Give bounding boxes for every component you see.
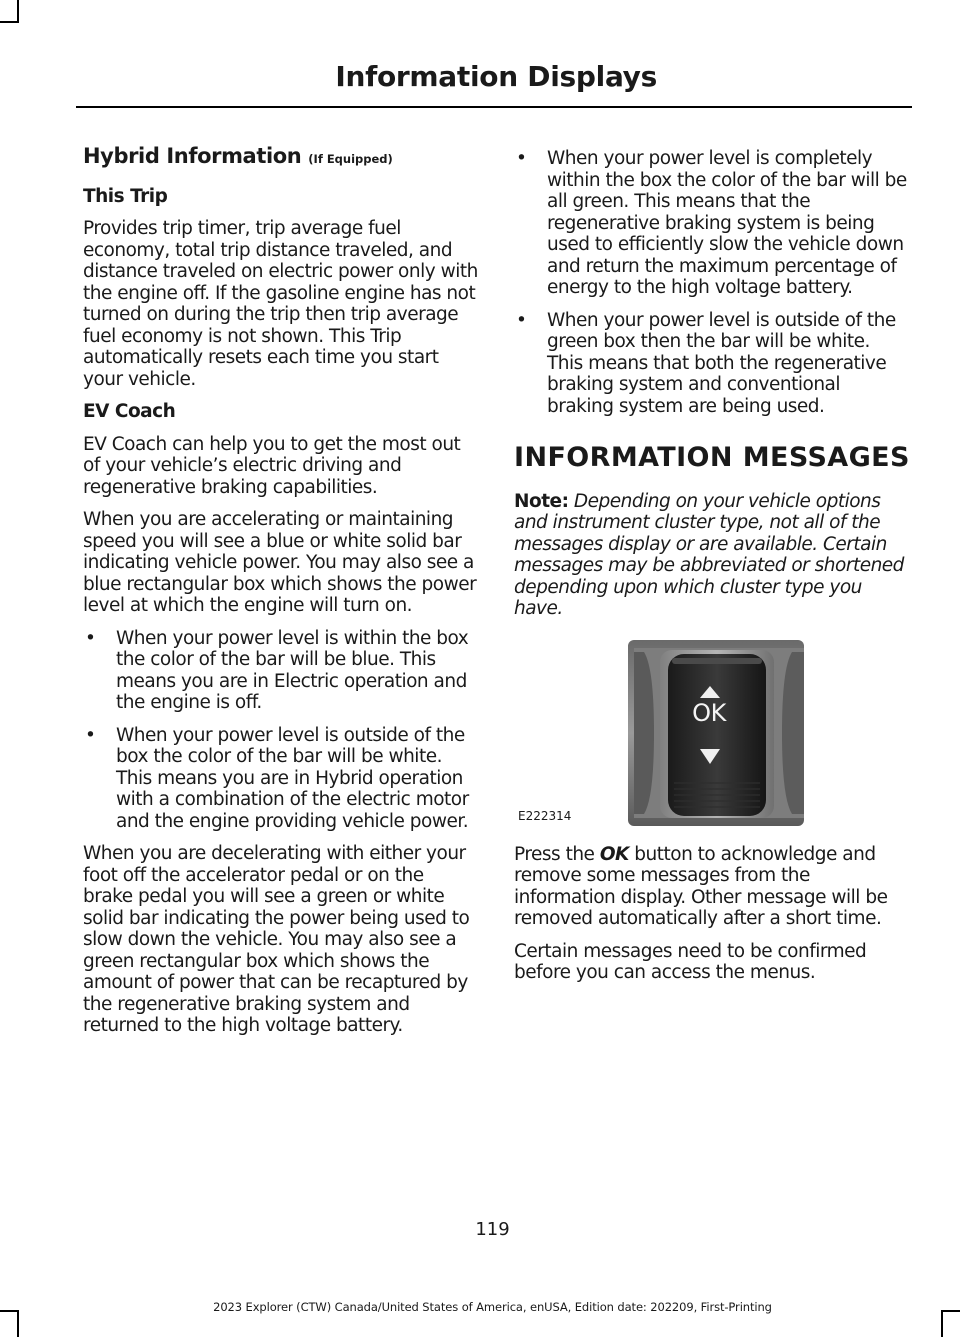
note-text: Depending on your vehicle options and instrument cluster type, not all of the messages display or are available. Certain messages may be abbreviated or shortened depending upon which cluster type you have. [514, 490, 904, 619]
paragraph-accelerating: When you are accelerating or maintaining speed you will see a blue or white solid bar indicating vehicle power. You may also see a blue rectangular box which shows the power level at which the engine will turn on. [83, 509, 477, 616]
bullet-list-decelerating [514, 148, 910, 417]
list-item: • When your power level is outside of the box the color of the bar will be white. This means you are in Hybrid operation with a combination of the electric motor and the engine providing vehicle power. [85, 724, 469, 832]
crop-mark-top-left-h [0, 21, 19, 23]
crop-mark-bottom-left [17, 1310, 19, 1337]
note-label: Note: [514, 490, 569, 512]
page-title: Information Displays [335, 60, 657, 93]
section-heading-information-messages: INFORMATION MESSAGES [514, 442, 910, 473]
paragraph-this-trip: Provides trip timer, trip average fuel economy, total trip distance traveled, and distance traveled on electric power only with the engine off. If the gasoline engine has not turned on during the trip then trip average fuel economy is not shown. This Trip automatically resets each time you start your vehicle. [83, 218, 478, 390]
paragraph-press-ok: Press the OK button to acknowledge and remove some messages from the information display. Other message will be removed automatically after a short time. [514, 843, 888, 929]
steering-wheel-ok-button-illustration [514, 638, 910, 832]
page-number: 119 [475, 1219, 510, 1240]
bullet-list-accelerating [83, 628, 478, 833]
note-paragraph [514, 491, 910, 620]
heading-qualifier: (If Equipped) [308, 152, 393, 166]
crop-mark-top-left [17, 0, 19, 23]
ok-label: OK [692, 698, 726, 727]
ok-button-figure [514, 638, 910, 832]
list-item: • When your power level is within the box the color of the bar will be blue. This means you are in Electric operation and the engine is off. [85, 627, 469, 713]
ok-inline-label: OK [599, 843, 629, 865]
bullet-glyph: • [85, 724, 96, 746]
list-item: • When your power level is completely within the box the color of the bar will be all green. This means that the regenerative braking system is being used to efficiently slow the vehicle down and return the maximum percentage of energy to the high voltage battery. [516, 148, 907, 298]
bullet-glyph: • [516, 309, 527, 331]
subheading-this-trip: This Trip [83, 185, 168, 207]
bullet-glyph: • [516, 148, 527, 169]
list-item: • When your power level is outside of the green box then the bar will be white. This means that both the regenerative braking system and conventional braking system are being used. [516, 309, 896, 417]
figure-code: E222314 [518, 809, 572, 823]
crop-mark-bottom-right [941, 1310, 943, 1337]
footer-edition: 2023 Explorer (CTW) Canada/United States of America, enUSA, Edition date: 202209, First-Printing [213, 1300, 772, 1314]
left-column [83, 140, 478, 1048]
paragraph-ev-coach-intro: EV Coach can help you to get the most out of your vehicle’s electric driving and regenerative braking capabilities. [83, 433, 461, 498]
header-divider [76, 106, 912, 108]
subheading-ev-coach: EV Coach [83, 401, 176, 422]
paragraph-confirm: Certain messages need to be confirmed before you can access the menus. [514, 940, 867, 983]
right-column [514, 140, 910, 995]
bullet-glyph: • [85, 627, 96, 649]
paragraph-decelerating: When you are decelerating with either your foot off the accelerator pedal or on the brake pedal you will see a green or white solid bar indicating the power being used to slow down the vehicle. You may also see a green rectangular box which shows the amount of power that can be recaptured by the regenerative braking system and returned to the high voltage battery. [83, 843, 470, 1036]
section-heading-hybrid: Hybrid Information (If Equipped) [83, 144, 393, 168]
